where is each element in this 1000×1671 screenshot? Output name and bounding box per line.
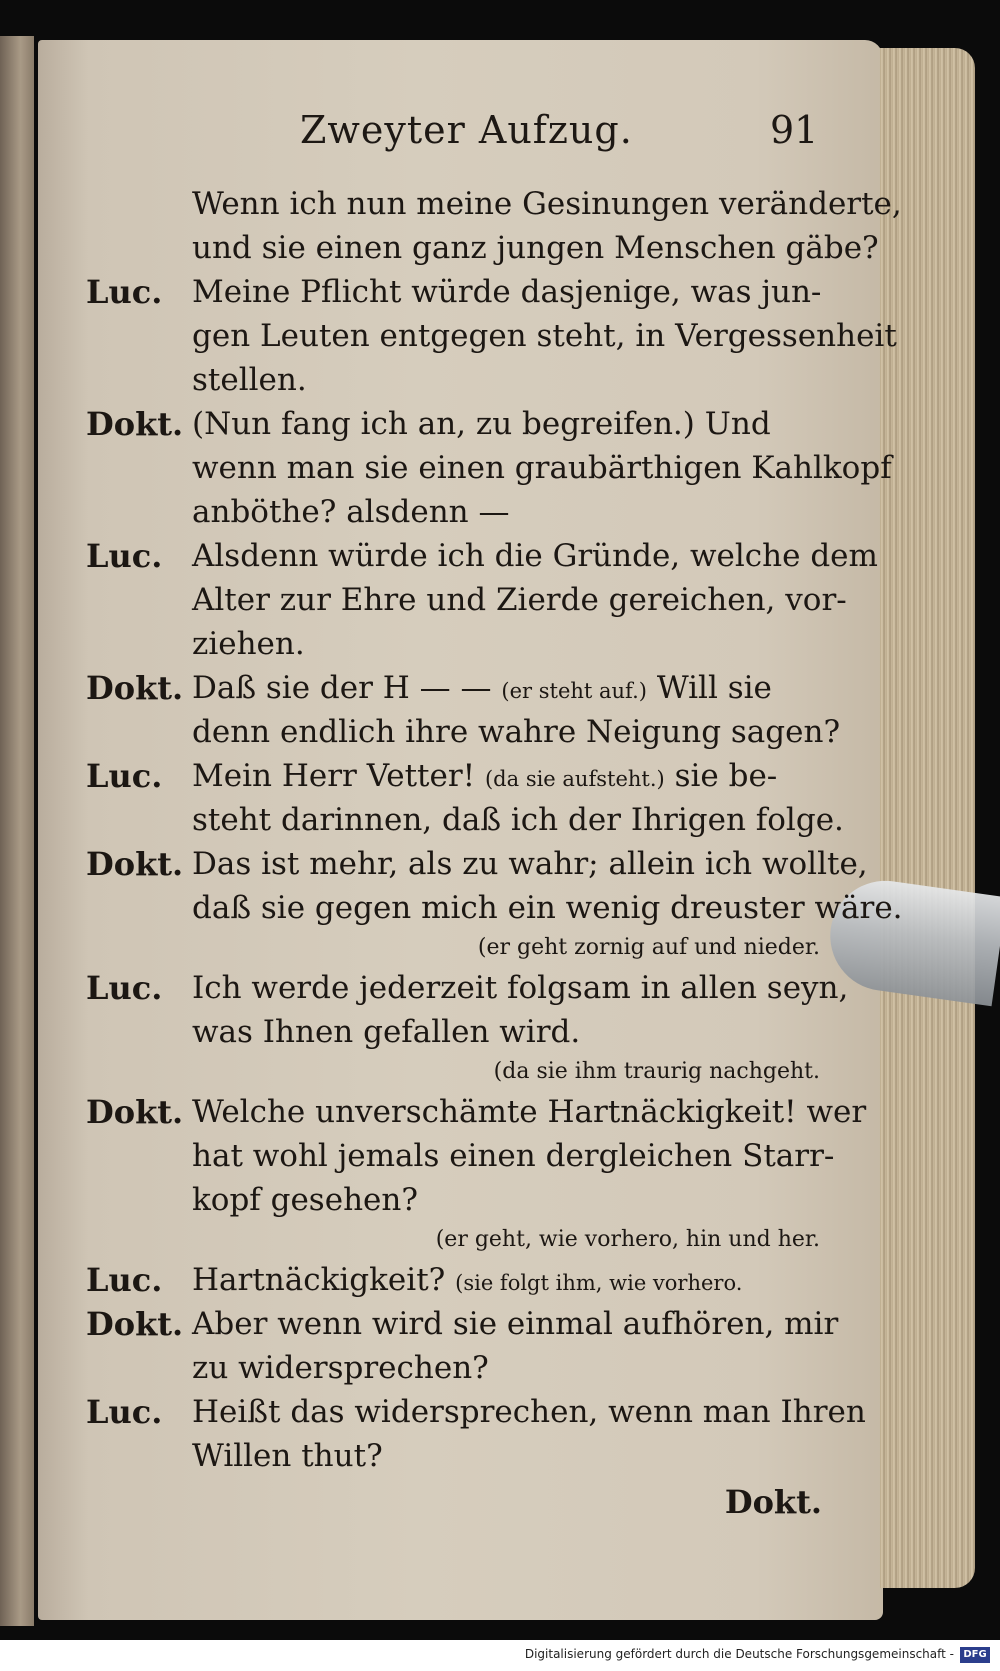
speaker-name: Dokt. [86,1305,184,1343]
text-line [86,226,879,270]
line-text: Willen thut? [192,1438,383,1474]
line-text: denn endlich ihre wahre Neigung sagen? [192,714,841,750]
speaker-name: Luc. [86,757,163,795]
dfg-logo: DFG [960,1647,990,1663]
line-text [192,666,772,713]
text-line [86,314,897,358]
speaker-name: Dokt. [86,845,184,883]
text-line [86,1434,826,1478]
line-text: wenn man sie einen graubärthigen Kahlkopf [192,450,892,486]
text-line [86,622,826,666]
text-line [86,578,847,622]
page-stack-edge [880,48,975,1588]
text-line [86,798,844,842]
text-line [86,1302,839,1346]
line-text-end: sie be- [674,758,778,794]
line-text: steht darinnen, daß ich der Ihrigen folge. [192,802,844,838]
catchword: Dokt. [724,1483,822,1521]
running-title: Zweyter Aufzug. [300,108,633,152]
stage-direction-line: (da sie ihm traurig nachgeht. [493,1059,820,1084]
line-text: Meine Pflicht würde dasjenige, was jun- [192,274,822,310]
text-line [86,270,826,314]
text-line [86,886,903,930]
page-text [86,182,903,1526]
text-line [86,1390,866,1434]
line-text: Wenn ich nun meine Gesinungen veränderte, [192,186,902,222]
line-text: Aber wenn wird sie einmal aufhören, mir [192,1306,839,1342]
speaker-name: Luc. [86,273,163,311]
line-text: gen Leuten entgegen steht, in Vergessenheit [192,318,897,354]
footer-bar [0,1640,1000,1671]
speaker-name: Luc. [86,969,163,1007]
speaker-name: Dokt. [86,1093,184,1131]
text-line [86,446,892,490]
line-text: stellen. [192,362,307,398]
line-text: was Ihnen gefallen wird. [192,1014,581,1050]
line-text-start: Daß sie der H — — [192,670,492,706]
page-number: 91 [770,108,819,152]
text-line [86,1134,835,1178]
speaker-name: Dokt. [86,669,184,707]
line-text: Alter zur Ehre und Zierde gereichen, vor- [192,582,847,618]
line-text: (Nun fang ich an, zu begreifen.) Und [192,406,771,442]
line-text [192,754,777,801]
page-header [300,108,860,158]
text-line [86,1010,826,1054]
stage-direction: (da sie aufsteht.) [484,767,665,791]
line-text: Ich werde jederzeit folgsam in allen seyn, [192,970,849,1006]
speaker-name: Luc. [86,537,163,575]
speaker-name: Luc. [86,1261,163,1299]
stage-direction-line: (er geht zornig auf und nieder. [477,935,820,960]
text-line [86,402,826,446]
line-text: ziehen. [192,626,305,662]
text-line [86,358,826,402]
text-line [86,842,868,886]
text-line [86,710,841,754]
line-text-start: Hartnäckigkeit? [192,1262,446,1298]
line-text: hat wohl jemals einen dergleichen Starr- [192,1138,835,1174]
text-line [86,1178,826,1222]
line-text: Das ist mehr, als zu wahr; allein ich wollte, [192,846,868,882]
line-text-start: Mein Herr Vetter! [192,758,476,794]
facing-page-edge [0,36,34,1626]
line-text: und sie einen ganz jungen Menschen gäbe? [192,230,879,266]
line-text: kopf gesehen? [192,1182,418,1218]
line-text: Welche unverschämte Hartnäckigkeit! wer [192,1094,867,1130]
speaker-name: Dokt. [86,405,184,443]
line-text [192,1258,742,1305]
text-line [86,1346,826,1390]
text-line [86,966,849,1010]
text-line [86,490,826,534]
funding-credit: Digitalisierung gefördert durch die Deutsche Forschungsgemeinschaft - [524,1647,954,1661]
stage-direction: (er steht auf.) [501,679,647,703]
line-text: zu widersprechen? [192,1350,489,1386]
text-line [86,182,902,226]
line-text: anböthe? alsdenn — [192,494,510,530]
stage-direction: (sie folgt ihm, wie vorhero. [455,1271,743,1295]
line-text-end: Will sie [656,670,772,706]
text-line [86,666,826,710]
line-text: Alsdenn würde ich die Gründe, welche dem [192,538,878,574]
line-text: Heißt das widersprechen, wenn man Ihren [192,1394,866,1430]
text-line [86,1258,826,1302]
stage-direction-line: (er geht, wie vorhero, hin und her. [435,1227,820,1252]
text-line [86,534,878,578]
text-line [86,1090,867,1134]
line-text: daß sie gegen mich ein wenig dreuster wäre. [192,890,903,926]
speaker-name: Luc. [86,1393,163,1431]
text-line [86,754,826,798]
